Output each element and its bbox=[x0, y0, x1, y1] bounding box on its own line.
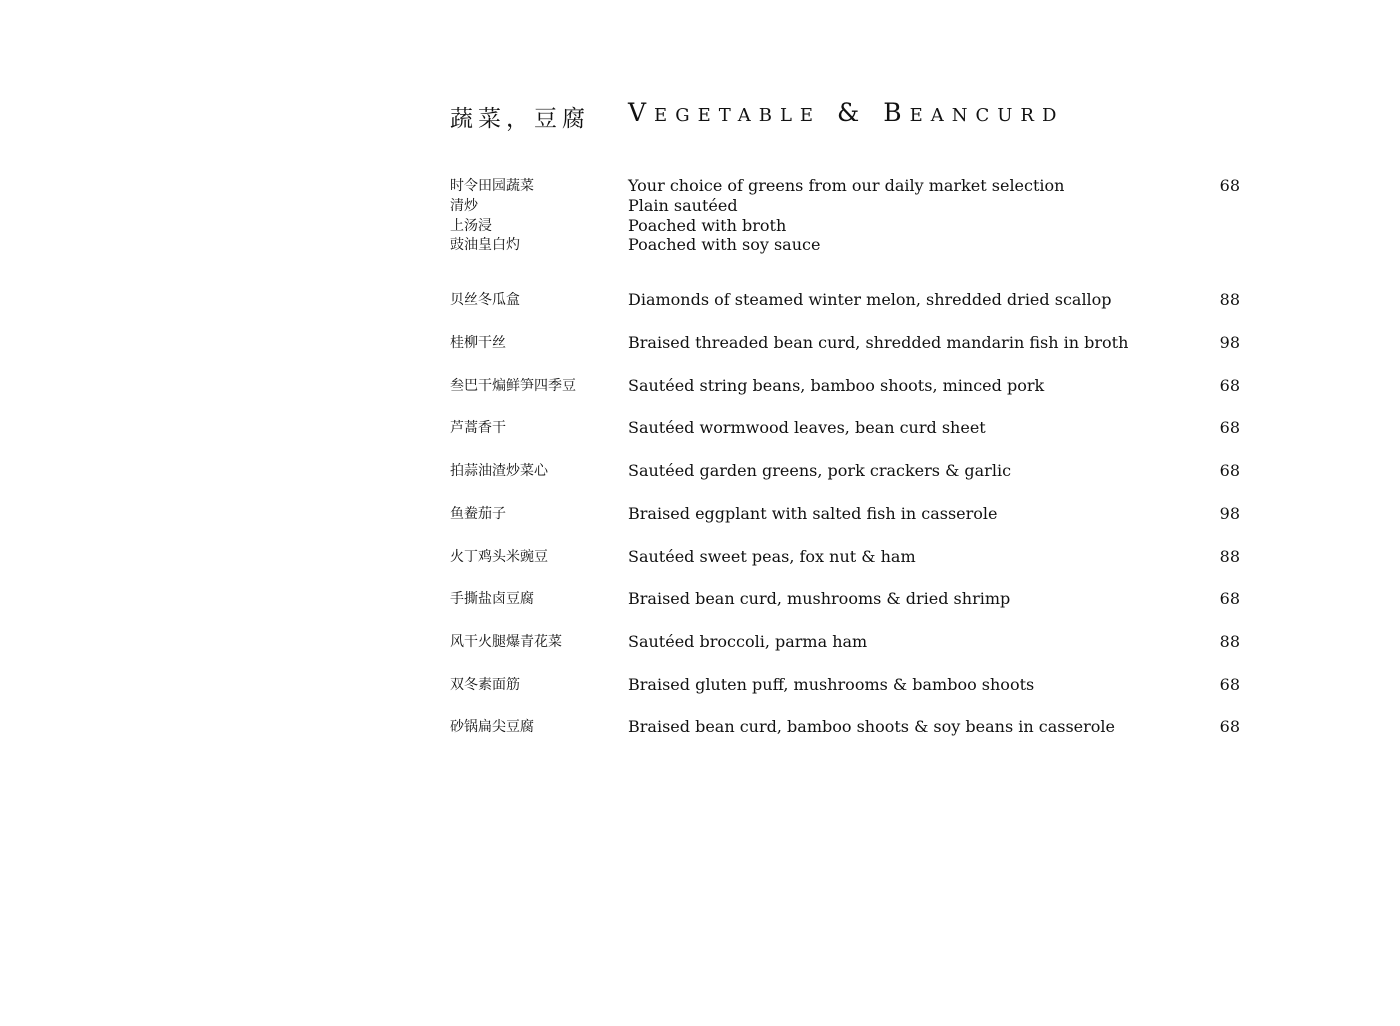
dish-description: Braised threaded bean curd, shredded mandarin fish in broth bbox=[628, 333, 1129, 352]
section-title-english: Vegetable & Beancurd bbox=[628, 98, 1065, 127]
dish-price: 98 bbox=[1219, 333, 1240, 352]
dish-name-chinese: 双冬素面筋 bbox=[450, 677, 520, 693]
menu-item bbox=[0, 632, 1400, 654]
preparation-option bbox=[0, 196, 1400, 216]
dish-price: 98 bbox=[1219, 504, 1240, 523]
dish-price: 68 bbox=[1219, 589, 1240, 608]
dish-price: 88 bbox=[1219, 290, 1240, 309]
preparation-option bbox=[0, 216, 1400, 236]
menu-item bbox=[0, 418, 1400, 440]
dish-price: 68 bbox=[1219, 176, 1240, 195]
option-name-chinese: 上汤浸 bbox=[450, 218, 492, 234]
menu-item bbox=[0, 504, 1400, 526]
dish-name-chinese: 时令田园蔬菜 bbox=[450, 178, 534, 194]
dish-description: Sautéed garden greens, pork crackers & garlic bbox=[628, 461, 1012, 480]
dish-description: Sautéed broccoli, parma ham bbox=[628, 632, 868, 651]
dish-description: Sautéed wormwood leaves, bean curd sheet bbox=[628, 418, 986, 437]
dish-name-chinese: 鱼鲞茄子 bbox=[450, 506, 506, 522]
dish-name-chinese: 芦蒿香干 bbox=[450, 420, 506, 436]
dish-name-chinese: 拍蒜油渣炒菜心 bbox=[450, 463, 548, 479]
dish-description: Sautéed string beans, bamboo shoots, minced pork bbox=[628, 376, 1045, 395]
dish-price: 68 bbox=[1219, 461, 1240, 480]
option-description: Plain sautéed bbox=[628, 196, 738, 215]
menu-item bbox=[0, 333, 1400, 355]
dish-description: Diamonds of steamed winter melon, shredded dried scallop bbox=[628, 290, 1112, 309]
menu-item bbox=[0, 376, 1400, 398]
dish-description: Braised gluten puff, mushrooms & bamboo shoots bbox=[628, 675, 1035, 694]
section-title-chinese: 蔬菜，豆腐 bbox=[450, 106, 590, 132]
dish-name-chinese: 桂柳干丝 bbox=[450, 335, 506, 351]
dish-description: Braised bean curd, mushrooms & dried shrimp bbox=[628, 589, 1011, 608]
dish-description: Sautéed sweet peas, fox nut & ham bbox=[628, 547, 916, 566]
menu-item bbox=[0, 547, 1400, 569]
dish-name-chinese: 叁巴干煸鲜笋四季豆 bbox=[450, 378, 576, 394]
option-description: Poached with broth bbox=[628, 216, 787, 235]
menu-item bbox=[0, 717, 1400, 739]
dish-price: 68 bbox=[1219, 675, 1240, 694]
dish-price: 68 bbox=[1219, 418, 1240, 437]
menu-item bbox=[0, 290, 1400, 312]
dish-description: Braised eggplant with salted fish in casserole bbox=[628, 504, 998, 523]
dish-price: 88 bbox=[1219, 632, 1240, 651]
dish-name-chinese: 砂锅扁尖豆腐 bbox=[450, 719, 534, 735]
menu-item bbox=[0, 675, 1400, 697]
dish-price: 88 bbox=[1219, 547, 1240, 566]
dish-description: Braised bean curd, bamboo shoots & soy beans in casserole bbox=[628, 717, 1116, 736]
dish-name-chinese: 手撕盐卤豆腐 bbox=[450, 591, 534, 607]
option-description: Poached with soy sauce bbox=[628, 235, 821, 254]
option-name-chinese: 豉油皇白灼 bbox=[450, 237, 520, 253]
dish-price: 68 bbox=[1219, 376, 1240, 395]
preparation-option bbox=[0, 235, 1400, 255]
dish-name-chinese: 火丁鸡头米豌豆 bbox=[450, 549, 548, 565]
dish-price: 68 bbox=[1219, 717, 1240, 736]
menu-item bbox=[0, 461, 1400, 483]
dish-description: Your choice of greens from our daily market selection bbox=[628, 176, 1065, 195]
option-name-chinese: 清炒 bbox=[450, 198, 478, 214]
menu-item bbox=[0, 589, 1400, 611]
menu-item-featured bbox=[0, 176, 1400, 198]
dish-name-chinese: 贝丝冬瓜盒 bbox=[450, 292, 520, 308]
dish-name-chinese: 风干火腿爆青花菜 bbox=[450, 634, 562, 650]
